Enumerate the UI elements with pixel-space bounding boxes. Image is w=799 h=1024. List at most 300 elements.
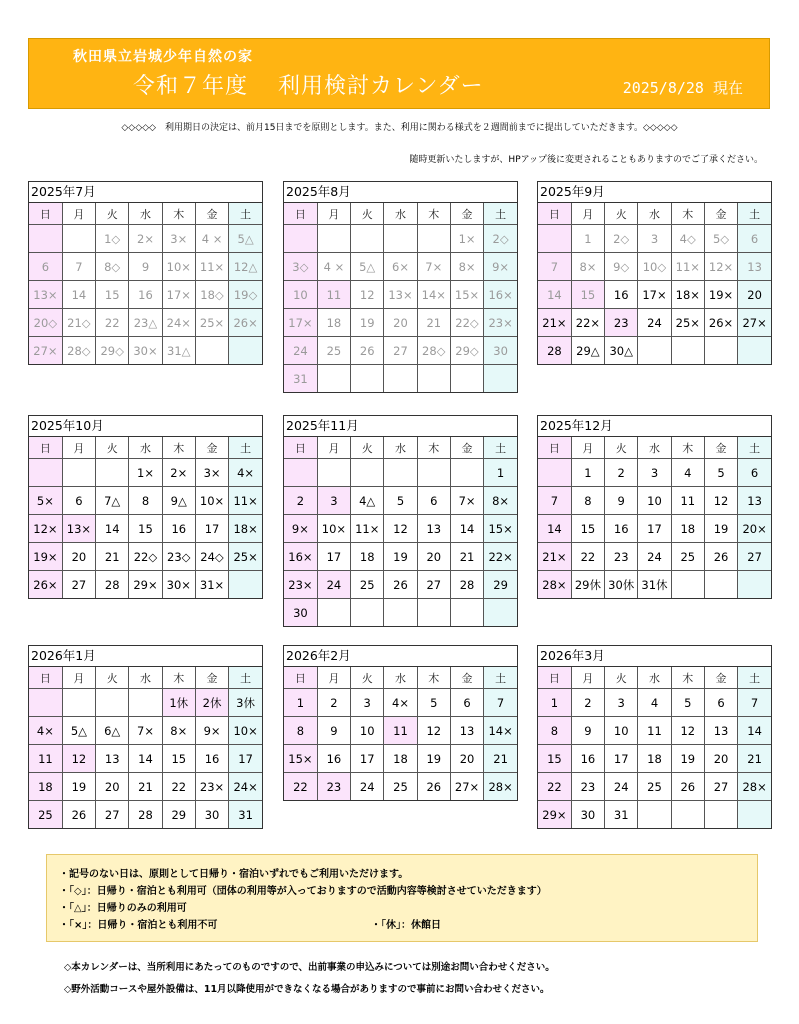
legend-diamond: ・「◇」：日帰り・宿泊とも利用可（団体の利用等が入っておりますので活動内容等検討させていただきます） — [59, 886, 547, 897]
day-cell: 9△ — [162, 487, 195, 515]
weekday-header: 日 — [538, 667, 571, 689]
day-cell: 10 — [638, 487, 671, 515]
weekday-header: 日 — [538, 437, 571, 459]
day-cell — [62, 689, 95, 717]
day-cell: 24× — [229, 773, 262, 801]
day-cell: 31 — [284, 365, 317, 393]
day-cell: 26 — [671, 773, 704, 801]
day-cell: 4 — [671, 459, 704, 487]
weekday-header: 水 — [638, 203, 671, 225]
day-cell — [484, 365, 517, 393]
day-cell: 22◇ — [450, 309, 483, 337]
day-cell: 19 — [62, 773, 95, 801]
day-cell: 22 — [162, 773, 195, 801]
week-row — [538, 487, 771, 515]
day-cell: 24 — [605, 773, 638, 801]
weekday-header: 金 — [450, 667, 483, 689]
weekday-header: 土 — [484, 203, 517, 225]
day-cell: 28× — [484, 773, 517, 801]
day-cell: 16 — [605, 281, 638, 309]
day-cell: 24 — [638, 309, 671, 337]
day-cell: 30 — [284, 599, 317, 627]
day-cell: 3 — [605, 689, 638, 717]
fiscal-year: 令和７年度 — [133, 74, 249, 99]
weekday-header: 日 — [29, 437, 62, 459]
day-cell: 4△ — [351, 487, 384, 515]
day-cell: 16 — [571, 745, 604, 773]
day-cell: 5△ — [229, 225, 262, 253]
day-cell: 21× — [538, 543, 571, 571]
weekday-header: 金 — [704, 667, 737, 689]
weekday-header: 土 — [229, 667, 262, 689]
day-cell: 7× — [417, 253, 450, 281]
day-cell: 25× — [229, 543, 262, 571]
day-cell — [317, 459, 350, 487]
day-cell: 30× — [129, 337, 162, 365]
day-cell — [417, 459, 450, 487]
weekday-header: 金 — [195, 203, 228, 225]
day-cell: 29◇ — [96, 337, 129, 365]
day-cell — [384, 599, 417, 627]
day-cell: 6 — [450, 689, 483, 717]
day-cell: 15 — [96, 281, 129, 309]
day-cell: 12 — [62, 745, 95, 773]
day-cell: 18 — [384, 745, 417, 773]
week-row — [29, 281, 262, 309]
day-cell: 10× — [317, 515, 350, 543]
month-title: 2025年10月 — [29, 416, 262, 437]
day-cell — [284, 225, 317, 253]
day-cell: 19 — [671, 745, 704, 773]
day-cell: 22 — [571, 543, 604, 571]
week-row — [538, 689, 771, 717]
weekday-header: 火 — [96, 667, 129, 689]
day-cell — [129, 689, 162, 717]
day-cell — [738, 571, 771, 599]
month-calendar — [537, 181, 772, 365]
day-cell: 28 — [129, 801, 162, 829]
day-cell: 16 — [129, 281, 162, 309]
day-cell: 4 × — [195, 225, 228, 253]
day-cell: 25 — [29, 801, 62, 829]
day-cell: 11 — [638, 717, 671, 745]
day-cell: 23 — [571, 773, 604, 801]
day-cell: 7 — [484, 689, 517, 717]
day-cell: 13 — [450, 717, 483, 745]
day-cell: 18 — [638, 745, 671, 773]
day-cell: 8◇ — [96, 253, 129, 281]
day-cell: 22 — [284, 773, 317, 801]
day-cell: 2 — [284, 487, 317, 515]
day-cell — [351, 599, 384, 627]
day-cell: 25 — [671, 543, 704, 571]
day-cell: 16 — [605, 515, 638, 543]
weekday-header: 土 — [229, 437, 262, 459]
day-cell — [671, 337, 704, 365]
day-cell: 6 — [738, 459, 771, 487]
day-cell: 9◇ — [605, 253, 638, 281]
day-cell: 28◇ — [417, 337, 450, 365]
day-cell: 9× — [484, 253, 517, 281]
month-title: 2025年7月 — [29, 182, 262, 203]
day-cell: 27 — [384, 337, 417, 365]
week-row — [538, 281, 771, 309]
month-table — [284, 437, 517, 626]
day-cell: 2 — [605, 459, 638, 487]
day-cell: 8× — [484, 487, 517, 515]
day-cell: 26 — [62, 801, 95, 829]
day-cell: 12× — [29, 515, 62, 543]
day-cell: 2休 — [195, 689, 228, 717]
weekday-header: 火 — [605, 667, 638, 689]
day-cell — [704, 571, 737, 599]
day-cell: 28× — [538, 571, 571, 599]
calendar-title: 利用検討カレンダー — [278, 74, 484, 99]
day-cell: 18 — [29, 773, 62, 801]
week-row — [284, 599, 517, 627]
day-cell: 3× — [195, 459, 228, 487]
day-cell: 9 — [571, 717, 604, 745]
day-cell: 17 — [638, 515, 671, 543]
month-title: 2025年9月 — [538, 182, 771, 203]
day-cell: 7 — [62, 253, 95, 281]
day-cell: 25× — [195, 309, 228, 337]
day-cell: 25 — [384, 773, 417, 801]
week-row — [284, 225, 517, 253]
day-cell: 20◇ — [29, 309, 62, 337]
day-cell — [738, 801, 771, 829]
month-title: 2026年1月 — [29, 646, 262, 667]
day-cell — [450, 365, 483, 393]
day-cell: 2× — [162, 459, 195, 487]
week-row — [538, 543, 771, 571]
day-cell: 10 — [284, 281, 317, 309]
day-cell: 14× — [417, 281, 450, 309]
day-cell: 2◇ — [484, 225, 517, 253]
day-cell: 10× — [229, 717, 262, 745]
weekday-header: 水 — [384, 203, 417, 225]
day-cell — [29, 689, 62, 717]
organization-name: 秋田県立岩城少年自然の家 — [73, 49, 253, 65]
legend-cross: ・「×」：日帰り・宿泊とも利用不可 — [59, 920, 218, 931]
day-cell: 20 — [738, 281, 771, 309]
day-cell: 16 — [195, 745, 228, 773]
day-cell — [62, 459, 95, 487]
day-cell: 17× — [284, 309, 317, 337]
day-cell — [538, 459, 571, 487]
month-table — [538, 437, 771, 598]
day-cell: 9 — [605, 487, 638, 515]
day-cell: 30 — [195, 801, 228, 829]
day-cell: 4 × — [317, 253, 350, 281]
day-cell — [317, 365, 350, 393]
day-cell: 3休 — [229, 689, 262, 717]
day-cell: 6 — [738, 225, 771, 253]
week-row — [29, 745, 262, 773]
day-cell: 20× — [738, 515, 771, 543]
day-cell: 30 — [571, 801, 604, 829]
day-cell: 29△ — [571, 337, 604, 365]
day-cell: 22× — [484, 543, 517, 571]
day-cell: 14× — [484, 717, 517, 745]
day-cell — [417, 225, 450, 253]
week-row — [284, 459, 517, 487]
day-cell: 11× — [671, 253, 704, 281]
week-row — [29, 337, 262, 365]
month-title: 2025年11月 — [284, 416, 517, 437]
week-row — [284, 717, 517, 745]
day-cell: 8× — [450, 253, 483, 281]
day-cell: 12 — [704, 487, 737, 515]
day-cell — [484, 599, 517, 627]
day-cell: 18 — [351, 543, 384, 571]
week-row — [29, 253, 262, 281]
day-cell: 3 — [351, 689, 384, 717]
day-cell: 3◇ — [284, 253, 317, 281]
legend-box — [46, 854, 758, 942]
day-cell: 5× — [29, 487, 62, 515]
week-row — [284, 773, 517, 801]
weekday-header: 水 — [384, 437, 417, 459]
day-cell: 12△ — [229, 253, 262, 281]
day-cell — [738, 337, 771, 365]
week-row — [29, 571, 262, 599]
day-cell: 14 — [538, 515, 571, 543]
day-cell: 17× — [638, 281, 671, 309]
day-cell: 19 — [417, 745, 450, 773]
day-cell — [704, 337, 737, 365]
day-cell: 28 — [450, 571, 483, 599]
day-cell: 15 — [538, 745, 571, 773]
day-cell: 30× — [162, 571, 195, 599]
weekday-header: 月 — [62, 203, 95, 225]
day-cell: 18× — [229, 515, 262, 543]
day-cell: 15× — [484, 515, 517, 543]
day-cell: 9× — [195, 717, 228, 745]
weekday-header: 木 — [162, 667, 195, 689]
week-row — [538, 309, 771, 337]
day-cell: 4 — [638, 689, 671, 717]
day-cell: 31× — [195, 571, 228, 599]
day-cell: 17 — [605, 745, 638, 773]
day-cell: 30休 — [605, 571, 638, 599]
day-cell: 4◇ — [671, 225, 704, 253]
day-cell — [62, 225, 95, 253]
day-cell: 23◇ — [162, 543, 195, 571]
month-calendar — [537, 415, 772, 599]
day-cell: 29× — [538, 801, 571, 829]
day-cell: 21 — [738, 745, 771, 773]
day-cell: 19× — [704, 281, 737, 309]
week-row — [29, 801, 262, 829]
day-cell: 22◇ — [129, 543, 162, 571]
day-cell: 9× — [284, 515, 317, 543]
month-calendar — [28, 181, 263, 365]
week-row — [284, 337, 517, 365]
day-cell — [229, 571, 262, 599]
day-cell: 4× — [229, 459, 262, 487]
day-cell — [384, 225, 417, 253]
day-cell: 6 — [29, 253, 62, 281]
day-cell: 11× — [351, 515, 384, 543]
day-cell: 21 — [450, 543, 483, 571]
day-cell: 12 — [384, 515, 417, 543]
day-cell: 23 — [317, 773, 350, 801]
day-cell: 20 — [62, 543, 95, 571]
day-cell — [195, 337, 228, 365]
week-row — [29, 459, 262, 487]
weekday-header: 月 — [317, 203, 350, 225]
day-cell: 22× — [571, 309, 604, 337]
day-cell: 12× — [704, 253, 737, 281]
day-cell: 18 — [317, 309, 350, 337]
month-title: 2025年8月 — [284, 182, 517, 203]
day-cell: 5△ — [351, 253, 384, 281]
day-cell: 19 — [704, 515, 737, 543]
day-cell: 10× — [195, 487, 228, 515]
week-row — [284, 281, 517, 309]
day-cell: 1◇ — [96, 225, 129, 253]
day-cell: 15 — [571, 281, 604, 309]
weekday-header: 水 — [129, 437, 162, 459]
week-row — [284, 571, 517, 599]
day-cell: 27× — [450, 773, 483, 801]
day-cell: 26 — [384, 571, 417, 599]
week-row — [284, 253, 517, 281]
day-cell: 22 — [96, 309, 129, 337]
day-cell: 4× — [384, 689, 417, 717]
weekday-header: 木 — [671, 667, 704, 689]
day-cell: 11 — [29, 745, 62, 773]
weekday-header: 日 — [284, 203, 317, 225]
month-calendar — [283, 645, 518, 801]
weekday-header: 水 — [638, 667, 671, 689]
month-calendar — [28, 645, 263, 829]
day-cell: 20 — [450, 745, 483, 773]
day-cell: 6 — [417, 487, 450, 515]
day-cell: 5 — [704, 459, 737, 487]
week-row — [284, 515, 517, 543]
day-cell: 27 — [62, 571, 95, 599]
day-cell: 13 — [738, 253, 771, 281]
day-cell: 7△ — [96, 487, 129, 515]
weekday-header: 火 — [351, 667, 384, 689]
week-row — [538, 571, 771, 599]
day-cell: 3 — [638, 459, 671, 487]
day-cell: 1× — [129, 459, 162, 487]
day-cell: 7 — [538, 253, 571, 281]
weekday-header: 木 — [417, 203, 450, 225]
weekday-header: 火 — [605, 203, 638, 225]
weekday-header: 月 — [62, 667, 95, 689]
day-cell: 11 — [317, 281, 350, 309]
day-cell: 17 — [229, 745, 262, 773]
footer-note-outreach: ◇本カレンダーは、当所利用にあたってのものですので、出前事業の申込みについては別途お問い合わせください。 — [64, 962, 555, 973]
month-title: 2026年2月 — [284, 646, 517, 667]
day-cell: 13× — [384, 281, 417, 309]
day-cell: 18 — [671, 515, 704, 543]
weekday-header: 日 — [29, 667, 62, 689]
day-cell: 7 — [738, 689, 771, 717]
day-cell: 2◇ — [605, 225, 638, 253]
weekday-header: 土 — [229, 203, 262, 225]
day-cell — [317, 599, 350, 627]
weekday-header: 月 — [571, 203, 604, 225]
day-cell: 15× — [450, 281, 483, 309]
day-cell: 23 — [605, 309, 638, 337]
day-cell: 19 — [384, 543, 417, 571]
week-row — [284, 365, 517, 393]
day-cell — [671, 571, 704, 599]
day-cell: 14 — [738, 717, 771, 745]
day-cell: 20 — [384, 309, 417, 337]
day-cell: 17 — [195, 515, 228, 543]
as-of-date: 2025/8/28 現在 — [622, 79, 743, 97]
day-cell: 15 — [129, 515, 162, 543]
day-cell: 5 — [384, 487, 417, 515]
day-cell: 24 — [638, 543, 671, 571]
day-cell: 13 — [417, 515, 450, 543]
day-cell: 19 — [351, 309, 384, 337]
day-cell — [284, 459, 317, 487]
day-cell: 22 — [538, 773, 571, 801]
week-row — [538, 717, 771, 745]
month-calendar — [283, 181, 518, 393]
day-cell — [384, 365, 417, 393]
weekday-header: 水 — [129, 203, 162, 225]
day-cell: 23× — [195, 773, 228, 801]
month-table — [538, 203, 771, 364]
day-cell: 2× — [129, 225, 162, 253]
weekday-header: 金 — [704, 437, 737, 459]
month-table — [29, 203, 262, 364]
week-row — [538, 801, 771, 829]
day-cell — [450, 459, 483, 487]
weekday-header: 火 — [351, 437, 384, 459]
week-row — [29, 515, 262, 543]
day-cell: 13 — [704, 717, 737, 745]
month-table — [29, 437, 262, 598]
day-cell: 25 — [317, 337, 350, 365]
day-cell: 3 — [638, 225, 671, 253]
day-cell: 23× — [484, 309, 517, 337]
day-cell: 11 — [671, 487, 704, 515]
day-cell: 1× — [450, 225, 483, 253]
week-row — [29, 773, 262, 801]
day-cell: 18◇ — [195, 281, 228, 309]
week-row — [29, 717, 262, 745]
day-cell: 8 — [538, 717, 571, 745]
weekday-header: 日 — [29, 203, 62, 225]
day-cell: 24 — [317, 571, 350, 599]
day-cell: 17 — [317, 543, 350, 571]
day-cell: 25 — [351, 571, 384, 599]
month-calendar — [28, 415, 263, 599]
day-cell: 8 — [284, 717, 317, 745]
month-table — [29, 667, 262, 828]
day-cell: 14 — [538, 281, 571, 309]
day-cell: 31休 — [638, 571, 671, 599]
day-cell: 6 — [704, 689, 737, 717]
weekday-header: 金 — [450, 437, 483, 459]
day-cell: 11 — [384, 717, 417, 745]
month-table — [284, 667, 517, 800]
day-cell: 11× — [195, 253, 228, 281]
day-cell: 27 — [96, 801, 129, 829]
day-cell: 23△ — [129, 309, 162, 337]
legend-no-mark: ・記号のない日は、原則として日帰り・宿泊いずれでもご利用いただけます。 — [59, 869, 409, 880]
day-cell: 5 — [417, 689, 450, 717]
